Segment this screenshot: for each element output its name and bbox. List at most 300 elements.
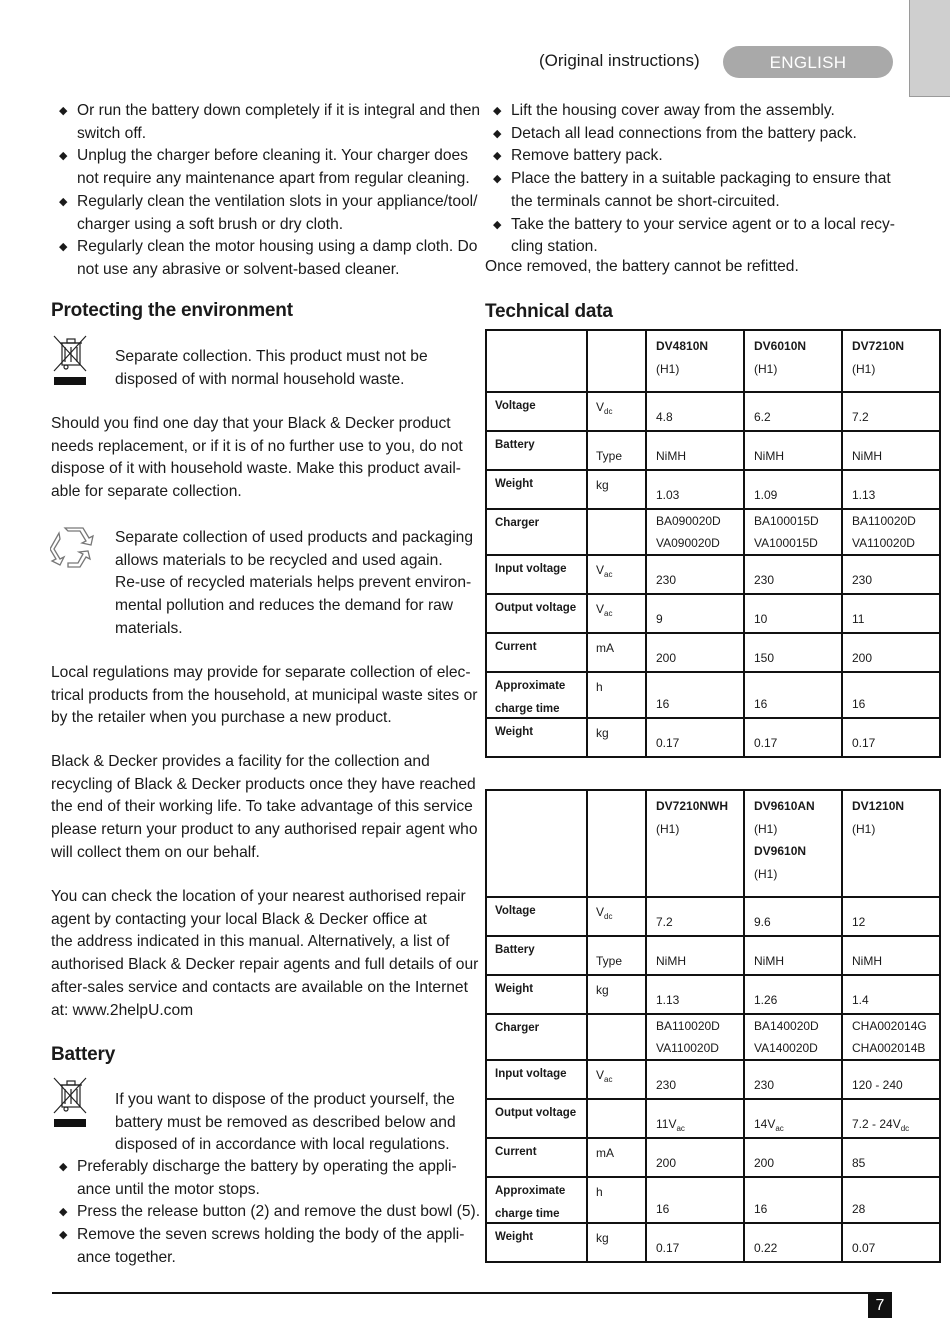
right-bullet-text: Place the battery in a suitable packaging to ensure that (511, 170, 891, 188)
value-cell (842, 975, 940, 1014)
row-label-cell (486, 975, 587, 1014)
model-name: DV7210N (852, 339, 905, 353)
model-variant: (H1) (656, 821, 680, 836)
row-unit: $V_{ac}$ (596, 563, 613, 579)
value-cell (744, 897, 842, 936)
row-label-cell (486, 1014, 587, 1060)
left-bullet-text: ance together. (77, 1248, 176, 1266)
cell-value: 16 (754, 1202, 768, 1216)
row-label: Charger (495, 1022, 540, 1034)
left-bullet-text: Or run the battery down completely if it is integral and then (77, 102, 481, 119)
right-bullet-item (493, 168, 891, 213)
value-cell (744, 431, 842, 470)
cell-value: NiMH (754, 954, 784, 968)
row-unit: kg (596, 478, 609, 492)
once-removed-text: Once removed, the battery cannot be refitted. (485, 258, 799, 275)
value-cell (744, 555, 842, 594)
cell-value: 10 (754, 612, 768, 626)
model-variant: (H1) (754, 821, 778, 836)
row-label-cell (486, 1060, 587, 1099)
row-unit-cell (587, 936, 646, 975)
cell-value: CHA002014B (852, 1041, 926, 1055)
row-label: Weight (495, 983, 534, 995)
cell-value: 0.17 (656, 1241, 680, 1255)
bullet-diamond-icon: ◆ (59, 241, 68, 254)
cell-value: 7.2 (852, 410, 869, 424)
value-cell (646, 555, 744, 594)
value-cell (842, 1223, 940, 1262)
paragraph-line: able for separate collection. (51, 483, 242, 501)
row-unit-cell (587, 470, 646, 509)
cell-value: BA110020D (852, 513, 916, 528)
table-row (486, 555, 940, 594)
value-cell (744, 1138, 842, 1177)
paragraph-line: Local regulations may provide for separate collection of elec- (51, 664, 471, 681)
cell-value: 1.13 (656, 993, 680, 1007)
bullet-diamond-icon: ◆ (493, 127, 502, 140)
left-bullet-text: charger using a soft brush or dry cloth. (77, 215, 344, 233)
paragraph-local-regulations (51, 662, 477, 730)
left-bullet-item (59, 145, 470, 190)
model-name: DV9610AN (754, 799, 815, 813)
row-unit: kg (596, 983, 609, 997)
cell-value: 1.09 (754, 488, 778, 502)
value-cell (744, 975, 842, 1014)
row-unit: kg (596, 1231, 609, 1245)
row-label-cell (486, 1138, 587, 1177)
paragraph-line: Black & Decker provides a facility for the collection and (51, 753, 430, 770)
battery-line: If you want to dispose of the product yourself, the (115, 1091, 455, 1108)
value-cell (842, 509, 940, 555)
row-label-cell (486, 392, 587, 431)
cell-value: BA100015D (754, 513, 819, 528)
cell-value: 0.17 (852, 736, 876, 750)
paragraph-line: will collect them on our behalf. (51, 843, 260, 861)
paragraph-line: trical products from the household, at municipal waste sites or (51, 686, 478, 704)
cell-value: 0.07 (852, 1241, 876, 1255)
value-cell (744, 633, 842, 672)
cell-value: NiMH (852, 954, 882, 968)
row-unit: mA (596, 1146, 614, 1160)
left-bullet-text: Press the release button (2) and remove the dust bowl (5). (77, 1203, 481, 1221)
row-label: charge time (495, 702, 560, 715)
row-label: Output voltage (495, 1107, 577, 1119)
cell-value: 1.03 (656, 488, 680, 502)
row-label: Input voltage (495, 563, 567, 575)
paragraph-collection-facility (51, 751, 478, 865)
cell-value: 230 (656, 573, 677, 587)
table-row (486, 1223, 940, 1262)
right-bullet-text: the terminals cannot be short-circuited. (511, 192, 780, 210)
table-model-header (646, 790, 744, 897)
row-label: charge time (495, 1207, 560, 1220)
paragraph-line: You can check the location of your nearest authorised repair (51, 888, 466, 905)
cell-value: 230 (754, 1078, 775, 1092)
row-unit: $V_{ac}$ (596, 1068, 613, 1084)
table-row (486, 975, 940, 1014)
table-row (486, 1099, 940, 1138)
table-row (486, 672, 940, 718)
value-cell (646, 936, 744, 975)
row-label-cell (486, 672, 587, 718)
cell-value: $14V_{ac}$ (754, 1117, 784, 1133)
row-unit: kg (596, 726, 609, 740)
row-label-cell (486, 718, 587, 757)
separate-collection-text (115, 346, 428, 391)
row-label-cell (486, 1099, 587, 1138)
cell-value: 9.6 (754, 915, 771, 929)
table-header-blank (587, 790, 646, 897)
value-cell (646, 392, 744, 431)
cell-value: 120 - 240 (852, 1078, 903, 1092)
recycle-line: Separate collection of used products and packaging (115, 529, 474, 546)
value-cell (646, 509, 744, 555)
battery-line: battery must be removed as described below and (115, 1113, 456, 1131)
right-bullet-text: Take the battery to your service agent or to a local recy- (511, 215, 895, 233)
right-bullet-text: Detach all lead connections from the battery pack. (511, 124, 857, 142)
left-bullet-text: not require any maintenance apart from regular cleaning. (77, 170, 470, 188)
recycle-icon (50, 527, 98, 569)
value-cell (744, 1060, 842, 1099)
table-model-header (842, 330, 940, 392)
left-bullet-text: Preferably discharge the battery by operating the appli- (77, 1158, 457, 1175)
cell-value: 85 (852, 1156, 866, 1170)
left-bullet-item (59, 1224, 465, 1269)
right-bullet-item (493, 214, 895, 259)
table-model-header (842, 790, 940, 897)
value-cell (646, 1099, 744, 1138)
row-unit-cell (587, 509, 646, 555)
cell-value: 0.22 (754, 1241, 778, 1255)
table-row (486, 594, 940, 633)
value-cell (842, 897, 940, 936)
crossed-bin-icon-battery (52, 1075, 88, 1131)
paragraph-line: needs replacement, or if it is of no further use to you, do not (51, 437, 463, 455)
row-unit-cell (587, 672, 646, 718)
table-header-blank (486, 790, 587, 897)
model-name: DV9610N (754, 844, 807, 858)
row-label: Battery (495, 439, 535, 451)
right-bullet-item (493, 100, 835, 123)
table-row (486, 392, 940, 431)
model-variant: (H1) (656, 361, 680, 376)
row-label-cell (486, 1177, 587, 1223)
cell-value: 200 (754, 1156, 775, 1170)
row-unit-cell (587, 1014, 646, 1060)
row-unit: h (596, 1185, 603, 1199)
row-unit-cell (587, 718, 646, 757)
cell-value: BA090020D (656, 513, 721, 528)
row-label-cell (486, 936, 587, 975)
row-unit: Type (596, 954, 623, 968)
cell-value: 200 (656, 651, 677, 665)
cell-value: 230 (656, 1078, 677, 1092)
battery-heading: Battery (51, 1044, 116, 1065)
cell-value: 28 (852, 1202, 866, 1216)
row-unit-cell (587, 594, 646, 633)
paragraph-line: the address indicated in this manual. Alternatively, a list of (51, 933, 450, 951)
bullet-diamond-icon: ◆ (59, 195, 68, 208)
cell-value: 11 (852, 612, 865, 626)
row-label: Charger (495, 517, 540, 529)
cell-value: $7.2 - 24V_{dc}$ (852, 1117, 910, 1133)
value-cell (744, 470, 842, 509)
row-label-cell (486, 431, 587, 470)
right-bullet-item (493, 145, 663, 168)
table-header-blank (486, 330, 587, 392)
row-unit-cell (587, 392, 646, 431)
paragraph-line: dispose of it with household waste. Make this product avail- (51, 460, 461, 478)
cell-value: 16 (754, 697, 768, 711)
model-variant: (H1) (852, 821, 876, 836)
row-unit-cell (587, 1223, 646, 1262)
cell-value: VA110020D (852, 536, 915, 550)
cell-value: 1.26 (754, 993, 778, 1007)
table-row (486, 1138, 940, 1177)
battery-disposal-text (115, 1089, 456, 1157)
model-name: DV6010N (754, 339, 807, 353)
row-unit-cell (587, 897, 646, 936)
original-instructions-label: (Original instructions) (539, 51, 700, 70)
value-cell (744, 594, 842, 633)
table-model-header (744, 790, 842, 897)
paragraph-line: agent by contacting your local Black & Decker office at (51, 910, 427, 928)
left-bullet-item (59, 236, 478, 281)
left-bullet-item (59, 1156, 457, 1201)
row-unit-cell (587, 555, 646, 594)
cell-value: 0.17 (656, 736, 680, 750)
table-row (486, 718, 940, 757)
bullet-diamond-icon: ◆ (59, 1161, 68, 1173)
value-cell (842, 718, 940, 757)
bullet-diamond-icon: ◆ (493, 105, 502, 117)
separate-collection-line: disposed of with normal household waste. (115, 370, 405, 388)
recycle-line: mental pollution and reduces the demand for raw (115, 597, 454, 615)
value-cell (842, 672, 940, 718)
value-cell (842, 392, 940, 431)
row-label-cell (486, 594, 587, 633)
table-row (486, 633, 940, 672)
cell-value: NiMH (656, 954, 686, 968)
bullet-diamond-icon: ◆ (59, 150, 68, 163)
right-bullet-text: Remove battery pack. (511, 147, 663, 165)
row-label: Approximate (495, 1185, 566, 1197)
bullet-diamond-icon: ◆ (59, 1206, 68, 1219)
value-cell (646, 633, 744, 672)
language-badge: ENGLISH (723, 46, 893, 78)
value-cell (646, 672, 744, 718)
cell-value: BA110020D (656, 1018, 720, 1033)
table-row (486, 431, 940, 470)
value-cell (842, 1014, 940, 1060)
cell-value: 12 (852, 915, 866, 929)
table-row (486, 1177, 940, 1223)
value-cell (646, 897, 744, 936)
row-unit: $V_{dc}$ (596, 400, 613, 416)
value-cell (744, 672, 842, 718)
side-thumb-tab (909, 0, 950, 97)
left-bullet-text: not use any abrasive or solvent-based cleaner. (77, 260, 400, 278)
cell-value: VA100015D (754, 536, 818, 550)
value-cell (842, 594, 940, 633)
environment-heading: Protecting the environment (51, 300, 293, 321)
value-cell (646, 431, 744, 470)
value-cell (842, 936, 940, 975)
row-label: Current (495, 641, 537, 653)
row-unit-cell (587, 1138, 646, 1177)
paragraph-line: after-sales service and contacts are available on the Internet (51, 978, 468, 996)
cell-value: 16 (656, 697, 670, 711)
value-cell (842, 555, 940, 594)
paragraph-line: at: www.2helpU.com (51, 1001, 194, 1019)
recycle-line: Re-use of recycled materials helps prevent environ- (115, 574, 472, 592)
left-bullet-text: switch off. (77, 124, 147, 142)
row-label: Weight (495, 1231, 534, 1243)
row-unit: $V_{ac}$ (596, 602, 613, 618)
cell-value: 4.8 (656, 410, 673, 424)
row-label: Weight (495, 478, 534, 490)
row-label-cell (486, 633, 587, 672)
paragraph-line: the end of their working life. To take advantage of this service (51, 798, 473, 816)
row-label: Approximate (495, 680, 566, 692)
model-variant: (H1) (754, 361, 778, 376)
table-row (486, 936, 940, 975)
value-cell (744, 1177, 842, 1223)
left-bullet-text: Unplug the charger before cleaning it. Your charger does (77, 147, 468, 165)
bullet-diamond-icon: ◆ (59, 105, 68, 117)
value-cell (646, 594, 744, 633)
value-cell (744, 1014, 842, 1060)
battery-line: disposed of in accordance with local regulations. (115, 1136, 450, 1154)
cell-value: 7.2 (656, 915, 673, 929)
row-unit-cell (587, 633, 646, 672)
row-label-cell (486, 470, 587, 509)
model-name: DV1210N (852, 799, 905, 813)
left-bullet-text: Remove the seven screws holding the body of the appli- (77, 1226, 465, 1244)
value-cell (842, 1099, 940, 1138)
value-cell (646, 1014, 744, 1060)
cell-value: 230 (852, 573, 873, 587)
row-label-cell (486, 509, 587, 555)
model-name: DV4810N (656, 339, 709, 353)
value-cell (646, 1060, 744, 1099)
paragraph-line: recycling of Black & Decker products once they have reached (51, 775, 476, 793)
cell-value: $11V_{ac}$ (656, 1117, 685, 1133)
bullet-diamond-icon: ◆ (493, 218, 502, 231)
cell-value: VA090020D (656, 536, 720, 550)
bullet-diamond-icon: ◆ (493, 150, 502, 163)
right-bullet-item (493, 123, 857, 146)
recycle-line: allows materials to be recycled and used again. (115, 551, 443, 569)
table-row (486, 509, 940, 555)
right-bullet-text: Lift the housing cover away from the assembly. (511, 102, 835, 119)
left-bullet-item (59, 1201, 481, 1224)
table-row (486, 1014, 940, 1060)
left-bullet-text: Regularly clean the motor housing using a damp cloth. Do (77, 238, 478, 256)
cell-value: 200 (852, 651, 873, 665)
cell-value: NiMH (656, 449, 686, 463)
right-bullet-text: cling station. (511, 238, 598, 256)
cell-value: 200 (656, 1156, 677, 1170)
value-cell (646, 975, 744, 1014)
cell-value: 150 (754, 651, 775, 665)
row-unit-cell (587, 431, 646, 470)
model-variant: (H1) (754, 866, 778, 881)
cell-value: 6.2 (754, 410, 771, 424)
paragraph-line: authorised Black & Decker repair agents and full details of our (51, 956, 479, 974)
row-label: Battery (495, 944, 535, 956)
table-header-blank (587, 330, 646, 392)
value-cell (842, 1177, 940, 1223)
row-unit-cell (587, 1177, 646, 1223)
row-label: Voltage (495, 905, 536, 917)
paragraph-repair-agents (51, 886, 478, 1022)
cell-value: BA140020D (754, 1018, 819, 1033)
value-cell (744, 936, 842, 975)
row-unit: Type (596, 449, 623, 463)
value-cell (842, 431, 940, 470)
table-model-header (744, 330, 842, 392)
table-row (486, 1060, 940, 1099)
left-bullet-text: ance until the motor stops. (77, 1180, 260, 1198)
value-cell (646, 718, 744, 757)
paragraph-replacement (51, 413, 463, 504)
row-label: Weight (495, 726, 534, 738)
cell-value: 230 (754, 573, 775, 587)
separate-collection-line: Separate collection. This product must not be (115, 348, 428, 365)
technical-data-heading: Technical data (485, 301, 613, 322)
value-cell (646, 1223, 744, 1262)
cell-value: CHA002014G (852, 1018, 927, 1033)
left-bullet-text: Regularly clean the ventilation slots in your appliance/tool/ (77, 192, 478, 210)
row-unit-cell (587, 1099, 646, 1138)
row-unit-cell (587, 1060, 646, 1099)
value-cell (744, 392, 842, 431)
row-label: Output voltage (495, 602, 577, 614)
bullet-diamond-icon: ◆ (493, 173, 502, 186)
row-label-cell (486, 897, 587, 936)
row-unit: $V_{dc}$ (596, 905, 613, 921)
cell-value: NiMH (852, 449, 882, 463)
cell-value: 16 (852, 697, 866, 711)
row-label-cell (486, 1223, 587, 1262)
footer-rule (52, 1292, 892, 1294)
cell-value: 1.4 (852, 993, 869, 1007)
row-label-cell (486, 555, 587, 594)
bullet-diamond-icon: ◆ (59, 1229, 68, 1242)
cell-value: 9 (656, 612, 663, 626)
row-unit: h (596, 680, 603, 694)
cell-value: 0.17 (754, 736, 778, 750)
value-cell (646, 1177, 744, 1223)
row-unit-cell (587, 975, 646, 1014)
value-cell (646, 1138, 744, 1177)
value-cell (646, 470, 744, 509)
row-unit: mA (596, 641, 614, 655)
value-cell (842, 1060, 940, 1099)
row-label: Current (495, 1146, 537, 1158)
cell-value: 1.13 (852, 488, 876, 502)
value-cell (744, 718, 842, 757)
table-row (486, 470, 940, 509)
value-cell (842, 633, 940, 672)
paragraph-line: by the retailer when you purchase a new product. (51, 709, 392, 727)
recycle-text (115, 527, 473, 641)
table-model-header (646, 330, 744, 392)
paragraph-line: please return your product to any authorised repair agent who (51, 821, 478, 839)
paragraph-line: Should you find one day that your Black & Decker product (51, 415, 451, 432)
value-cell (744, 1223, 842, 1262)
